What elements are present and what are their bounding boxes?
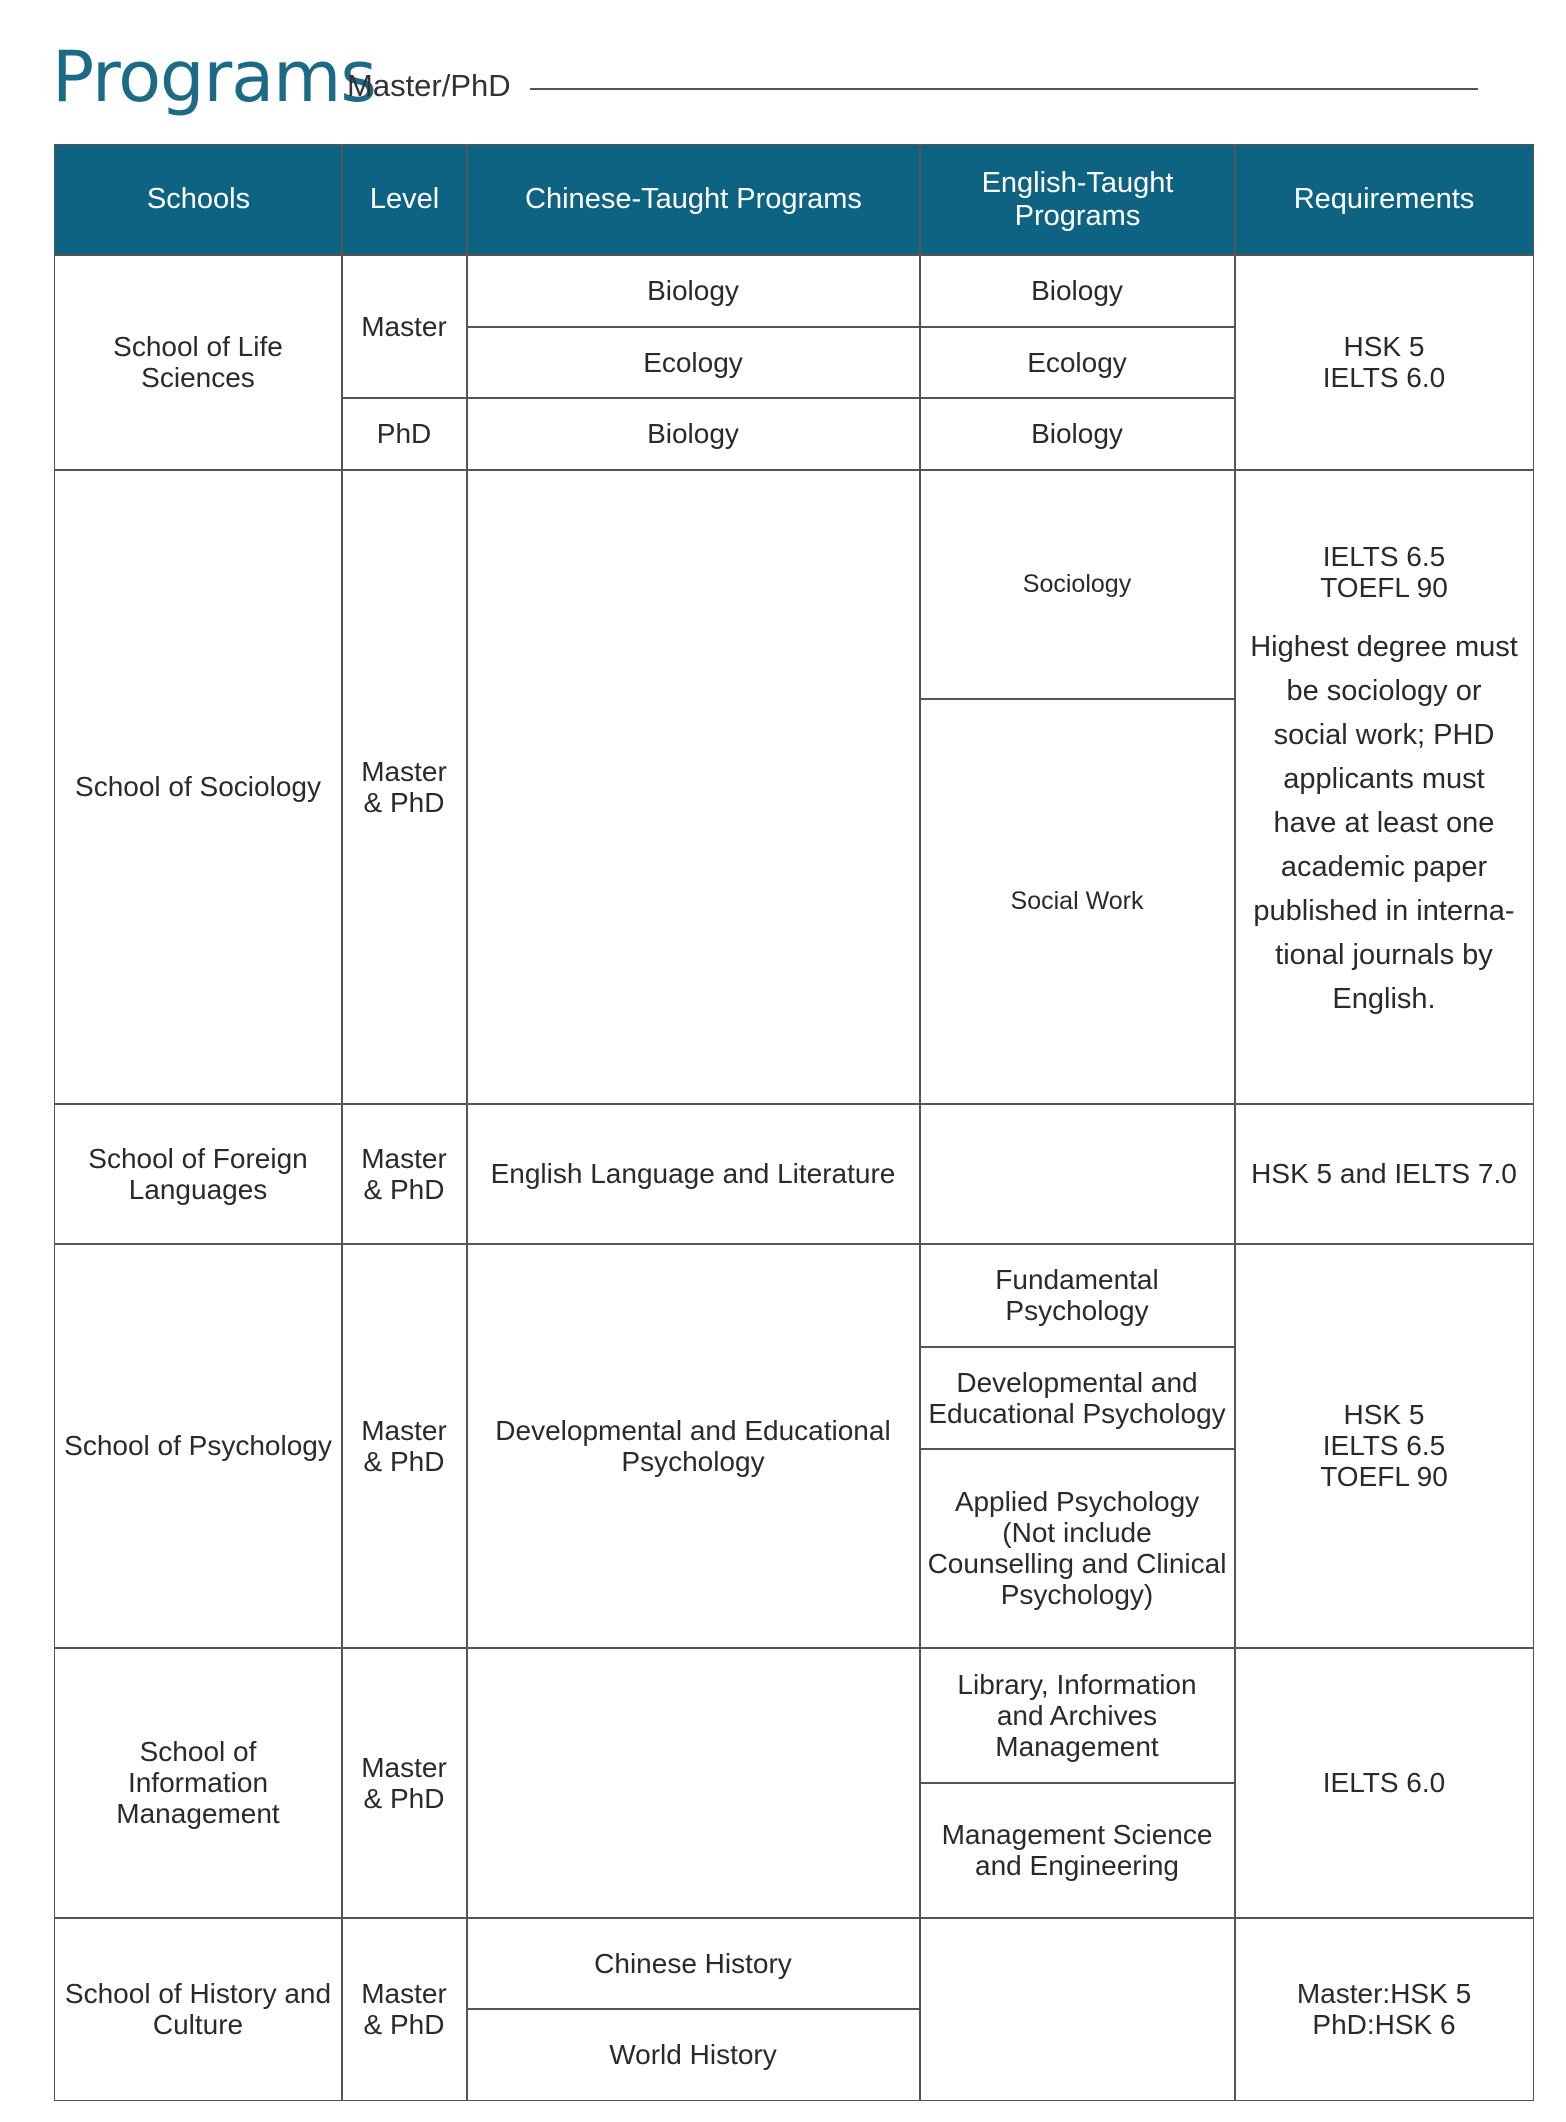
en-program: Applied Psychology (Not include Counselling and Clinical Psychology) xyxy=(927,1486,1227,1610)
cn-program: Chinese History xyxy=(594,1947,792,1979)
en-program: Biology xyxy=(1031,418,1123,449)
cn-program: World History xyxy=(609,2039,777,2070)
cn-program: Biology xyxy=(647,418,739,449)
header-english-taught: English-Taught Programs xyxy=(981,166,1174,232)
school-information-management: School of Information Management xyxy=(116,1736,280,1829)
school-life-sciences: School of Life Sciences xyxy=(113,331,283,393)
requirements: IELTS 6.5 TOEFL 90 xyxy=(1320,541,1448,603)
requirements: HSK 5 and IELTS 7.0 xyxy=(1251,1158,1517,1189)
cn-program: Ecology xyxy=(643,346,743,378)
header-level: Level xyxy=(369,183,440,215)
en-program: Biology xyxy=(1031,275,1123,306)
header-schools: Schools xyxy=(146,183,251,215)
en-program: Ecology xyxy=(1027,346,1127,378)
en-program: Management Science and Engineering xyxy=(941,1819,1213,1881)
level: Master & PhD xyxy=(361,1414,447,1477)
requirements: IELTS 6.0 xyxy=(1322,1767,1446,1798)
cn-program: Developmental and Educational Psychology xyxy=(495,1414,891,1477)
school-sociology: School of Sociology xyxy=(75,771,321,802)
requirements: HSK 5 IELTS 6.5 TOEFL 90 xyxy=(1320,1399,1448,1492)
requirements: Master:HSK 5 PhD:HSK 6 xyxy=(1296,1978,1472,2040)
level: Master & PhD xyxy=(361,1751,447,1814)
cn-program: English Language and Literature xyxy=(490,1158,896,1189)
header-chinese-taught: Chinese-Taught Programs xyxy=(525,183,862,215)
header-requirements: Requirements xyxy=(1293,183,1475,215)
en-program: Fundamental Psychology xyxy=(995,1264,1159,1326)
title-divider xyxy=(530,88,1478,90)
school-psychology: School of Psychology xyxy=(64,1430,332,1461)
requirements: HSK 5 IELTS 6.0 xyxy=(1322,331,1446,393)
en-program: Library, Information and Archives Management xyxy=(957,1668,1197,1762)
requirements-note: Highest degree must be sociology or social work; PHD applicants must have at least one academic paper published in interna- tional journals by English. xyxy=(1250,631,1518,1015)
level: Master & PhD xyxy=(361,1142,447,1205)
cn-program: Biology xyxy=(647,275,739,306)
level-phd: PhD xyxy=(376,418,432,449)
en-program: Developmental and Educational Psychology xyxy=(928,1366,1226,1429)
page-subtitle: Master/PhD xyxy=(347,68,511,103)
level: Master & PhD xyxy=(361,1978,447,2040)
en-program: Social Work xyxy=(1010,886,1144,915)
level: Master & PhD xyxy=(361,755,447,818)
page-title: Programs xyxy=(52,36,376,118)
level-master: Master xyxy=(361,310,447,342)
en-program: Sociology xyxy=(1022,569,1132,598)
school-history-culture: School of History and Culture xyxy=(64,1978,332,2040)
school-foreign-languages: School of Foreign Languages xyxy=(88,1142,308,1205)
